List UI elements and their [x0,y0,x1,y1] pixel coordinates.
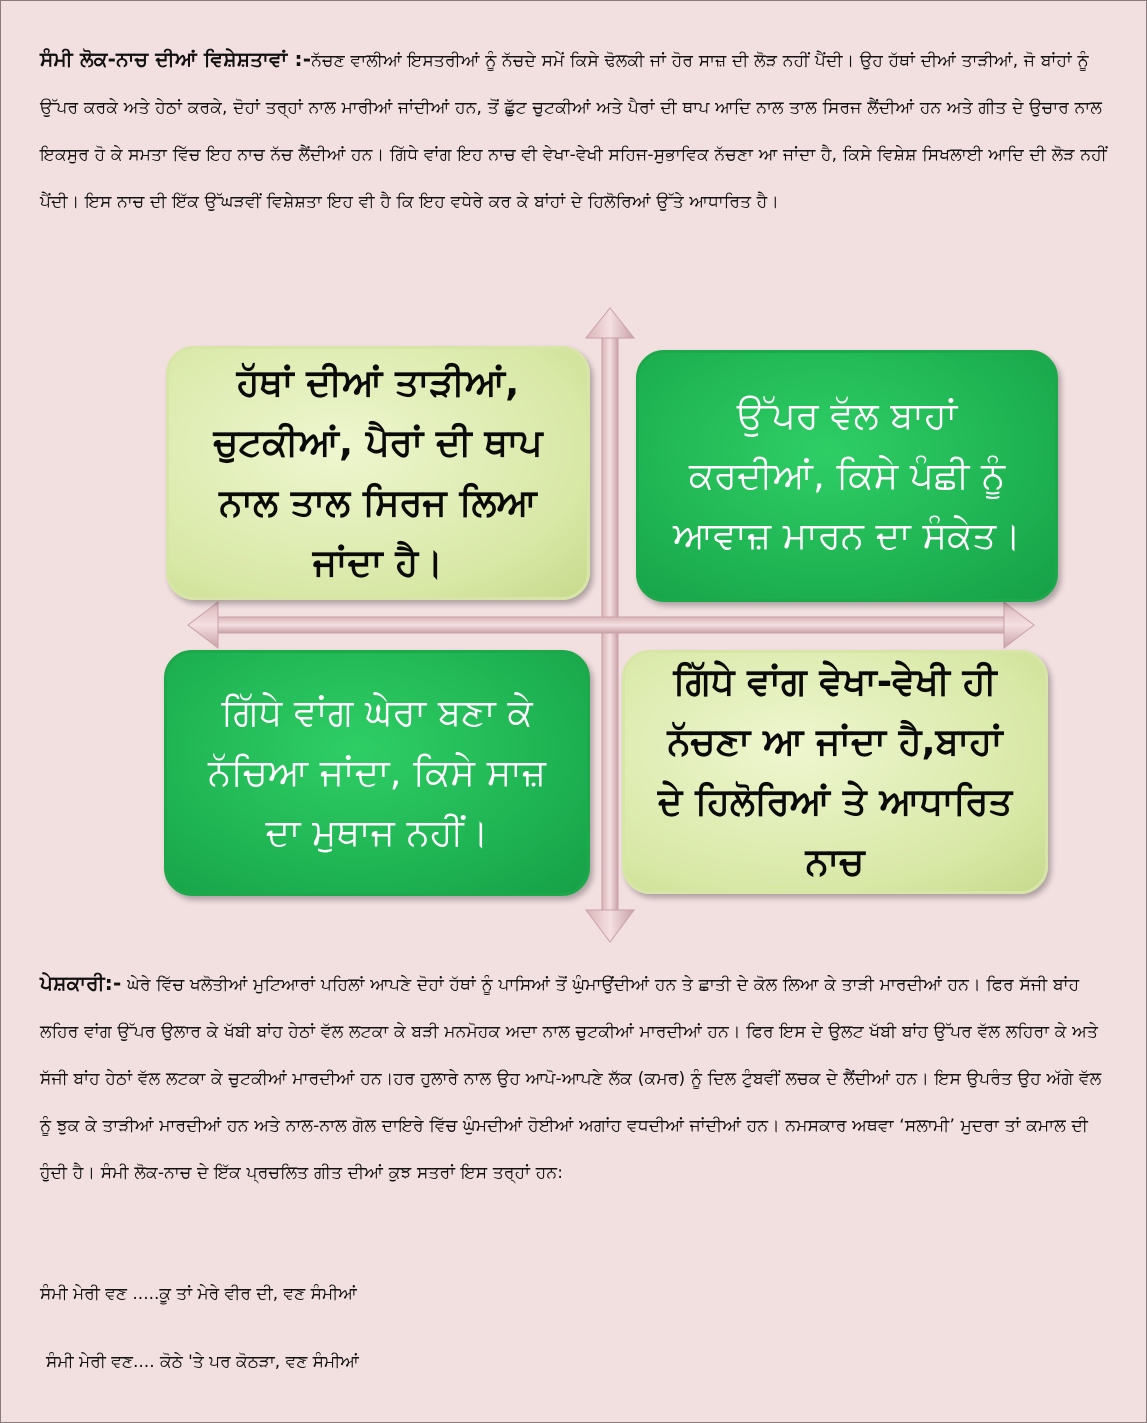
song-line-2: ਸੰਮੀ ਮੇਰੀ ਵਣ.... ਕੋਠੇ 'ਤੇ ਪਰ ਕੋਠੜਾ, ਵਣ ਸੰਮੀਆਂ [46,1352,359,1372]
features-body: ਨੱਚਣ ਵਾਲੀਆਂ ਇਸਤਰੀਆਂ ਨੂੰ ਨੱਚਦੇ ਸਮੇਂ ਕਿਸੇ ਢੋਲਕੀ ਜਾਂ ਹੋਰ ਸਾਜ਼ ਦੀ ਲੋੜ ਨਹੀਂ ਪੈਂਦੀ। ਉਹ ਹੱਥਾਂ ਦੀਆਂ ਤਾੜੀਆਂ, ਜੋ ਬਾਂਹਾਂ ਨੂੰ ਉੱਪਰ ਕਰਕੇ ਅਤੇ ਹੇਠਾਂ ਕਰਕੇ, ਦੋਹਾਂ ਤਰ੍ਹਾਂ ਨਾਲ ਮਾਰੀਆਂ ਜਾਂਦੀਆਂ ਹਨ, ਤੋਂ ਛੁੱਟ ਚੁਟਕੀਆਂ ਅਤੇ ਪੈਰਾਂ ਦੀ ਥਾਪ ਆਦਿ ਨਾਲ ਤਾਲ ਸਿਰਜ ਲੈਂਦੀਆਂ ਹਨ ਅਤੇ ਗੀਤ ਦੇ ਉਚਾਰ ਨਾਲ ਇਕਸੁਰ ਹੋ ਕੇ ਸਮਤਾ ਵਿੱਚ ਇਹ ਨਾਚ ਨੱਚ ਲੈਂਦੀਆਂ ਹਨ। ਗਿੱਧੇ ਵਾਂਗ ਇਹ ਨਾਚ ਵੀ ਵੇਖਾ-ਵੇਖੀ ਸਹਿਜ-ਸੁਭਾਵਿਕ ਨੱਚਣਾ ਆ ਜਾਂਦਾ ਹੈ, ਕਿਸੇ ਵਿਸ਼ੇਸ਼ ਸਿਖਲਾਈ ਆਦਿ ਦੀ ਲੋੜ ਨਹੀਂ ਪੈਂਦੀ। ਇਸ ਨਾਚ ਦੀ ਇੱਕ ਉੱਘੜਵੀਂ ਵਿਸ਼ੇਸ਼ਤਾ ਇਹ ਵੀ ਹੈ ਕਿ ਇਹ ਵਧੇਰੇ ਕਰ ਕੇ ਬਾਂਹਾਂ ਦੇ ਹਿਲੋਰਿਆਂ ਉੱਤੇ ਆਧਾਰਿਤ ਹੈ। [40,51,1107,212]
box-top-left-line: ਚੁਟਕੀਆਂ, ਪੈਰਾਂ ਦੀ ਥਾਪ [213,421,543,464]
box-bottom-left [164,650,590,896]
performance-body: ਘੇਰੇ ਵਿੱਚ ਖਲੋਤੀਆਂ ਮੁਟਿਆਰਾਂ ਪਹਿਲਾਂ ਆਪਣੇ ਦੋਹਾਂ ਹੱਥਾਂ ਨੂੰ ਪਾਸਿਆਂ ਤੋਂ ਘੁੰਮਾਉਂਦੀਆਂ ਹਨ ਤੇ ਛਾਤੀ ਦੇ ਕੋਲ ਲਿਆ ਕੇ ਤਾੜੀ ਮਾਰਦੀਆਂ ਹਨ। ਫਿਰ ਸੱਜੀ ਬਾਂਹ ਲਹਿਰ ਵਾਂਗ ਉੱਪਰ ਉਲਾਰ ਕੇ ਖੱਬੀ ਬਾਂਹ ਹੇਠਾਂ ਵੱਲ ਲਟਕਾ ਕੇ ਬੜੀ ਮਨਮੋਹਕ ਅਦਾ ਨਾਲ ਚੁਟਕੀਆਂ ਮਾਰਦੀਆਂ ਹਨ। ਫਿਰ ਇਸ ਦੇ ਉਲਟ ਖੱਬੀ ਬਾਂਹ ਉੱਪਰ ਵੱਲ ਲਹਿਰਾ ਕੇ ਅਤੇ ਸੱਜੀ ਬਾਂਹ ਹੇਠਾਂ ਵੱਲ ਲਟਕਾ ਕੇ ਚੁਟਕੀਆਂ ਮਾਰਦੀਆਂ ਹਨ।ਹਰ ਹੁਲਾਰੇ ਨਾਲ ਉਹ ਆਪੋ-ਆਪਣੇ ਲੱਕ (ਕਮਰ) ਨੂੰ ਦਿਲ ਟੁੰਬਵੀਂ ਲਚਕ ਦੇ ਲੈਂਦੀਆਂ ਹਨ। ਇਸ ਉਪਰੰਤ ਉਹ ਅੱਗੇ ਵੱਲ ਨੂੰ ਝੁਕ ਕੇ ਤਾੜੀਆਂ ਮਾਰਦੀਆਂ ਹਨ ਅਤੇ ਨਾਲ-ਨਾਲ ਗੋਲ ਦਾਇਰੇ ਵਿੱਚ ਘੁੰਮਦੀਆਂ ਹੋਈਆਂ ਅਗਾਂਹ ਵਧਦੀਆਂ ਜਾਂਦੀਆਂ ਹਨ। ਨਮਸਕਾਰ ਅਥਵਾ ‘ਸਲਾਮੀ’ ਮੁਦਰਾ ਤਾਂ ਕਮਾਲ ਦੀ ਹੁੰਦੀ ਹੈ। ਸੰਮੀ ਲੋਕ-ਨਾਚ ਦੇ ਇੱਕ ਪ੍ਰਚਲਿਤ ਗੀਤ ਦੀਆਂ ਕੁਝ ਸਤਰਾਂ ਇਸ ਤਰ੍ਹਾਂ ਹਨ: [40,975,1102,1183]
features-heading: ਸੰਮੀ ਲੋਕ-ਨਾਚ ਦੀਆਂ ਵਿਸ਼ੇਸ਼ਤਾਵਾਂ :- [40,47,312,71]
box-bottom-right-line: ਨੱਚਣਾ ਆ ਜਾਂਦਾ ਹੈ,ਬਾਹਾਂ [667,720,1003,763]
box-bottom-left-line: ਦਾ ਮੁਥਾਜ ਨਹੀਂ। [265,811,489,854]
box-top-right-line: ਆਵਾਜ਼ ਮਾਰਨ ਦਾ ਸੰਕੇਤ। [673,514,1021,557]
box-top-left-line: ਹੱਥਾਂ ਦੀਆਂ ਤਾੜੀਆਂ, [236,361,520,404]
box-top-left-line: ਨਾਲ ਤਾਲ ਸਿਰਜ ਲਿਆ [219,481,537,524]
box-bottom-left-line: ਨੱਚਿਆ ਜਾਂਦਾ, ਕਿਸੇ ਸਾਜ਼ [207,751,547,794]
box-bottom-right [622,650,1048,894]
box-top-left-line: ਜਾਂਦਾ ਹੈ। [312,541,444,584]
box-top-right [636,350,1058,602]
box-bottom-right-line: ਗਿੱਧੇ ਵਾਂਗ ਵੇਖਾ-ਵੇਖੀ ਹੀ [673,660,997,703]
performance-heading: ਪੇਸ਼ਕਾਰੀ:- [40,971,122,995]
box-top-left [166,346,590,600]
box-bottom-left-line: ਗਿੱਧੇ ਵਾਂਗ ਘੇਰਾ ਬਣਾ ਕੇ [221,691,533,734]
box-bottom-right-line: ਨਾਚ [805,840,865,883]
box-top-right-line: ਉੱਪਰ ਵੱਲ ਬਾਹਾਂ [736,394,958,437]
box-top-right-line: ਕਰਦੀਆਂ, ਕਿਸੇ ਪੰਛੀ ਨੂੰ [688,454,1006,497]
song-line-1: ਸੰਮੀ ਮੇਰੀ ਵਣ .....ਕੂ ਤਾਂ ਮੇਰੇ ਵੀਰ ਦੀ, ਵਣ ਸੰਮੀਆਂ [40,1284,357,1304]
performance-paragraph [40,960,1110,1197]
features-paragraph [40,36,1110,226]
box-bottom-right-line: ਦੇ ਹਿਲੋਰਿਆਂ ਤੇ ਆਧਾਰਿਤ [657,780,1013,823]
